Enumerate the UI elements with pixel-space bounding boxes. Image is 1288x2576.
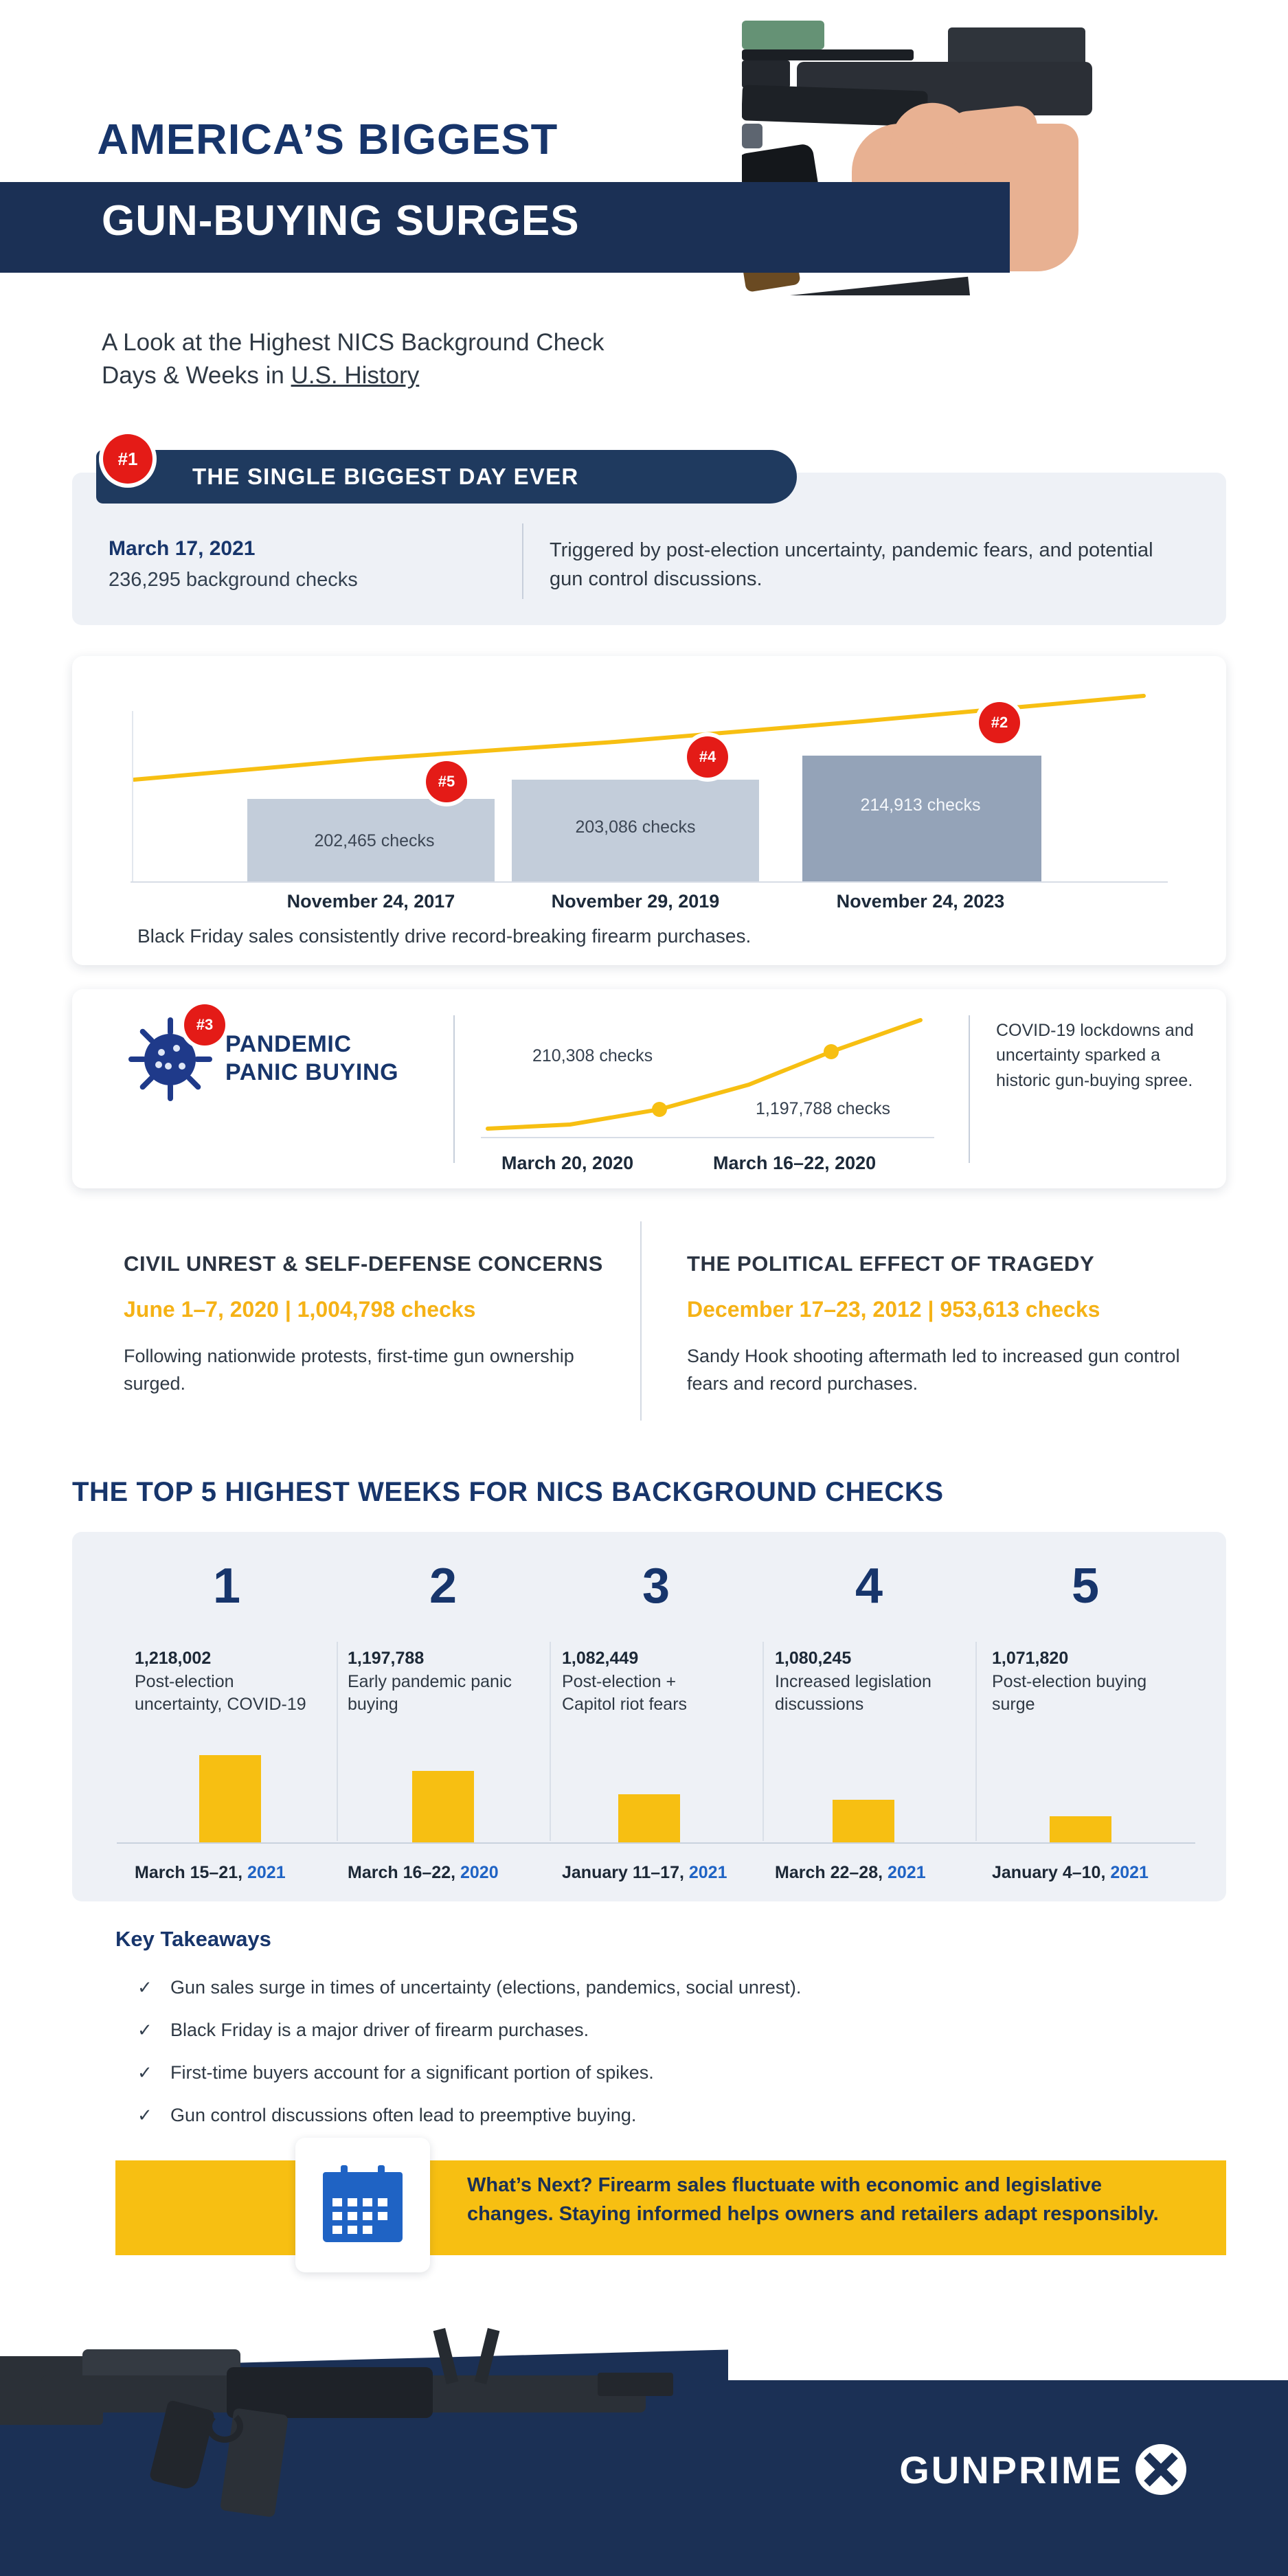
rank-badge-4: #4: [687, 736, 728, 778]
weapon-light-lens: [742, 124, 762, 148]
black-friday-bar-2-label: 203,086 checks: [575, 817, 696, 837]
top5-rank-5: 5: [1071, 1559, 1100, 1614]
page-subtitle: [102, 326, 789, 393]
rifle-pistol-grip: [149, 2399, 216, 2491]
column-2-body: Sandy Hook shooting aftermath led to increased gun control fears and record purchases.: [687, 1346, 1180, 1394]
black-friday-bar-3-label: 214,913 checks: [860, 795, 981, 815]
black-friday-note: Black Friday sales consistently drive record-breaking firearm purchases.: [137, 925, 752, 947]
pandemic-title-line-1: PANDEMIC: [225, 1031, 352, 1057]
top5-title: THE TOP 5 HIGHEST WEEKS FOR NICS BACKGROUND CHECKS: [72, 1477, 944, 1507]
pandemic-title-line-2: PANIC BUYING: [225, 1059, 399, 1086]
black-friday-bar-1-date: November 24, 2017: [286, 891, 455, 912]
x-mark-icon: [1136, 2444, 1186, 2495]
rank-badge-2: #2: [979, 702, 1020, 743]
check-icon-2: ✓: [137, 2020, 152, 2040]
top5-date-1-main: March 15–21,: [135, 1863, 247, 1882]
black-friday-bar-3-date: November 24, 2023: [836, 891, 1005, 912]
top5-date-3-year: 2021: [688, 1863, 727, 1882]
rifle-muzzle: [598, 2373, 673, 2396]
check-icon-4: ✓: [137, 2105, 152, 2125]
cta-text: What’s Next? Firearm sales fluctuate with economic and legislative changes. Staying informed helps owners and retailers adapt responsibly.: [467, 2174, 1159, 2226]
rifle-trigger-guard: [206, 2410, 243, 2443]
takeaway-item-2: Black Friday is a major driver of firearm purchases.: [170, 2020, 589, 2040]
top5-number-4: 1,080,245: [775, 1649, 852, 1668]
top5-date-3: [562, 1863, 727, 1883]
footer-brand: [899, 2444, 1186, 2495]
top5-bar-5: [1050, 1816, 1111, 1842]
top5-number-2: 1,197,788: [348, 1649, 425, 1668]
top5-desc-2: Early pandemic panic buying: [348, 1672, 512, 1714]
top5-desc-4: Increased legislation discussions: [775, 1672, 931, 1714]
takeaway-item-1: Gun sales surge in times of uncertainty (elections, pandemics, social unrest).: [170, 1977, 802, 1998]
page-title-line-2: GUN-BUYING SURGES: [102, 197, 580, 245]
top5-date-2-main: March 16–22,: [348, 1863, 460, 1882]
black-friday-y-axis: [132, 711, 133, 883]
top5-date-2: [348, 1863, 499, 1883]
top5-date-4-year: 2021: [888, 1863, 926, 1882]
subtitle-underlined: U.S. History: [291, 362, 420, 389]
pistol-barrel: [742, 60, 790, 88]
check-icon-1: ✓: [137, 1977, 152, 1998]
pandemic-divider-left: [453, 1015, 455, 1163]
top5-date-5: [992, 1863, 1149, 1883]
top5-date-1-year: 2021: [247, 1863, 286, 1882]
subtitle-line-1: A Look at the Highest NICS Background Check: [102, 329, 605, 356]
rank-badge-5: #5: [426, 761, 467, 802]
top5-x-axis: [117, 1842, 1195, 1844]
calendar-icon: [323, 2165, 403, 2242]
top5-divider-2: [550, 1642, 551, 1841]
optic-base: [948, 27, 1085, 66]
top5-desc-5: Post-election buying surge: [992, 1672, 1147, 1714]
top5-number-3: 1,082,449: [562, 1649, 639, 1668]
column-1-stat: June 1–7, 2020 | 1,004,798 checks: [124, 1297, 476, 1322]
black-friday-bar-2-date: November 29, 2019: [551, 891, 720, 912]
pandemic-point-2-label: 1,197,788 checks: [756, 1099, 890, 1118]
top5-bar-2: [412, 1771, 474, 1842]
rank-badge-1: #1: [103, 434, 152, 484]
biggest-day-ribbon-label: THE SINGLE BIGGEST DAY EVER: [192, 464, 579, 489]
biggest-day-checks: 236,295 background checks: [109, 569, 358, 591]
top5-number-5: 1,071,820: [992, 1649, 1069, 1668]
takeaway-item-4: Gun control discussions often lead to preemptive buying.: [170, 2105, 637, 2125]
pandemic-point-1-label: 210,308 checks: [532, 1046, 653, 1065]
top5-divider-1: [337, 1642, 338, 1841]
rifle-photo: [0, 2301, 845, 2576]
top5-bar-4: [833, 1800, 894, 1842]
top5-date-5-year: 2021: [1110, 1863, 1149, 1882]
column-1-heading: CIVIL UNREST & SELF-DEFENSE CONCERNS: [124, 1252, 603, 1276]
black-friday-bar-1-label: 202,465 checks: [314, 831, 435, 850]
top5-date-4-main: March 22–28,: [775, 1863, 888, 1882]
column-2-heading: THE POLITICAL EFFECT OF TRAGEDY: [687, 1252, 1095, 1276]
column-2-stat: December 17–23, 2012 | 953,613 checks: [687, 1297, 1100, 1322]
slide-serration: [742, 49, 914, 60]
pandemic-title: [225, 1030, 398, 1087]
pandemic-point-2-date: March 16–22, 2020: [713, 1153, 877, 1173]
rifle-handguard: [227, 2367, 433, 2418]
pandemic-description: COVID-19 lockdowns and uncertainty sparked a historic gun-buying spree.: [996, 1021, 1194, 1090]
takeaway-item-3: First-time buyers account for a significant portion of spikes.: [170, 2062, 654, 2083]
top5-divider-4: [975, 1642, 977, 1841]
top5-rank-4: 4: [855, 1559, 883, 1614]
key-takeaways-title: Key Takeaways: [115, 1927, 271, 1951]
top5-rank-1: 1: [212, 1559, 241, 1614]
top5-date-3-main: January 11–17,: [562, 1863, 689, 1882]
column-1-body: Following nationwide protests, first-time gun ownership surged.: [124, 1346, 574, 1394]
top5-date-5-main: January 4–10,: [992, 1863, 1111, 1882]
pandemic-point-1-date: March 20, 2020: [501, 1153, 634, 1173]
top5-bar-1: [199, 1755, 261, 1842]
top5-rank-2: 2: [429, 1559, 457, 1614]
biggest-day-description: Triggered by post-election uncertainty, pandemic fears, and potential gun control discussions.: [550, 539, 1153, 591]
biggest-day-divider: [522, 523, 523, 599]
top5-desc-3: Post-election + Capitol riot fears: [562, 1672, 688, 1714]
pandemic-trend-line: [474, 1013, 955, 1151]
hero-section: [0, 0, 1288, 389]
pandemic-divider-right: [969, 1015, 970, 1163]
top5-date-4: [775, 1863, 926, 1883]
top5-bar-3: [618, 1794, 680, 1842]
top5-desc-1: Post-election uncertainty, COVID-19: [135, 1672, 306, 1714]
black-friday-x-axis: [131, 881, 1168, 883]
pandemic-x-axis: [481, 1137, 934, 1138]
brand-name: GUNPRIME: [899, 2448, 1123, 2492]
black-friday-bar-3: [802, 756, 1041, 881]
top5-divider-3: [762, 1642, 764, 1841]
biggest-day-date: March 17, 2021: [109, 537, 256, 560]
top5-number-1: 1,218,002: [135, 1649, 212, 1668]
subtitle-line-2: Days & Weeks in: [102, 362, 291, 389]
check-icon-3: ✓: [137, 2062, 152, 2083]
rank-badge-3: #3: [184, 1004, 225, 1046]
top5-date-2-year: 2020: [460, 1863, 499, 1882]
page-title-line-1: AMERICA’S BIGGEST: [97, 116, 558, 163]
two-column-divider: [640, 1221, 642, 1421]
top5-date-1: [135, 1863, 286, 1883]
top5-rank-3: 3: [642, 1559, 670, 1614]
optic-lens: [742, 21, 824, 49]
